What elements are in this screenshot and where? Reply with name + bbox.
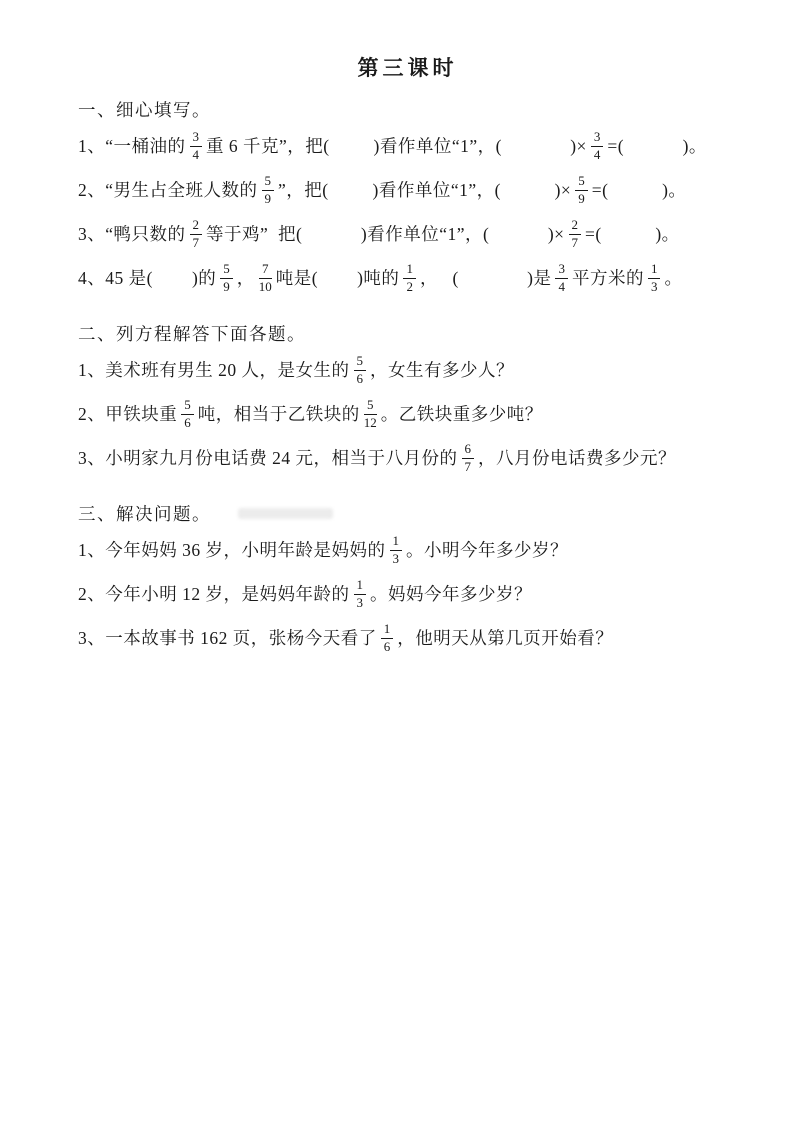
section-heading: 二、列方程解答下面各题。 (78, 323, 306, 344)
fraction-numerator: 5 (262, 174, 275, 191)
line-text: 1、美术班有男生 20 人，是女生的 (78, 359, 350, 380)
line-text: ”，把( )看作单位“1”，( )× (278, 179, 572, 200)
fraction-numerator: 7 (259, 262, 272, 279)
worksheet-line (78, 436, 737, 480)
fraction (462, 442, 475, 475)
fraction (648, 262, 661, 295)
fraction (569, 218, 582, 251)
worksheet-line (78, 616, 737, 660)
fraction-numerator: 1 (648, 262, 661, 279)
line-text: 。妈妈今年多少岁？ (370, 583, 532, 604)
fraction-denominator: 7 (192, 234, 200, 250)
fraction-denominator: 6 (383, 638, 391, 654)
worksheet-line (78, 168, 737, 212)
line-text: 。 (664, 267, 683, 288)
fraction-numerator: 3 (555, 262, 568, 279)
section-2 (78, 318, 737, 480)
fraction (259, 262, 272, 295)
worksheet-line (78, 124, 737, 168)
fraction-denominator: 12 (363, 414, 377, 430)
section-1 (78, 94, 737, 300)
fraction-numerator: 1 (381, 622, 394, 639)
fraction-denominator: 9 (264, 190, 272, 206)
fraction-denominator: 6 (356, 370, 363, 386)
worksheet-line (78, 572, 737, 616)
fraction (555, 262, 568, 295)
fraction-numerator: 1 (390, 534, 403, 551)
fraction-denominator: 6 (184, 414, 191, 430)
fraction (190, 130, 203, 163)
fraction (190, 218, 203, 251)
line-text: =( )。 (591, 179, 687, 200)
line-text: 2、今年小明 12 岁，是妈妈年龄的 (78, 583, 350, 604)
worksheet-line (78, 348, 737, 392)
line-text: 2、“男生占全班人数的 (78, 179, 258, 200)
fraction (591, 130, 604, 163)
fraction-denominator: 2 (406, 278, 413, 294)
line-text: 4、45 是( )的 (78, 267, 217, 288)
fraction (575, 174, 588, 207)
fraction-numerator: 1 (403, 262, 416, 279)
line-text: 吨是( )吨的 (275, 267, 400, 288)
scan-smudge (238, 508, 333, 519)
line-text: =( )。 (607, 135, 707, 156)
fraction-denominator: 9 (578, 190, 585, 206)
fraction-denominator: 3 (392, 550, 399, 566)
fraction-numerator: 6 (462, 442, 475, 459)
line-text: 。小明今年多少岁？ (406, 539, 568, 560)
fraction-denominator: 9 (223, 278, 230, 294)
section-heading: 三、解决问题。 (78, 503, 211, 524)
fraction-numerator: 3 (591, 130, 604, 147)
fraction (381, 622, 394, 655)
fraction-numerator: 2 (569, 218, 582, 235)
line-text: 1、“一桶油的 (78, 135, 186, 156)
worksheet-line (78, 212, 737, 256)
line-text: 3、一本故事书 162 页，张杨今天看了 (78, 627, 377, 648)
worksheet-line (78, 392, 737, 436)
fraction (220, 262, 233, 295)
line-text: 。乙铁块重多少吨？ (380, 403, 543, 424)
fraction (403, 262, 416, 295)
fraction-denominator: 7 (464, 458, 471, 474)
section-3 (78, 498, 737, 660)
fraction-denominator: 3 (356, 594, 363, 610)
fraction-numerator: 5 (181, 398, 194, 415)
sections-container (78, 94, 737, 660)
line-text: =( )。 (585, 223, 680, 244)
worksheet-line (78, 528, 737, 572)
line-text: 1、今年妈妈 36 岁，小明年龄是妈妈的 (78, 539, 386, 560)
line-text: ，他明天从第几页开始看？ (397, 627, 614, 648)
line-text: 等于鸡” 把( )看作单位“1”，( )× (206, 223, 565, 244)
fraction-numerator: 5 (364, 398, 377, 415)
line-text: 平方米的 (571, 267, 644, 288)
line-text: 3、小明家九月份电话费 24 元，相当于八月份的 (78, 447, 458, 468)
fraction (390, 534, 403, 567)
fraction-numerator: 2 (190, 218, 203, 235)
fraction-denominator: 4 (593, 146, 601, 162)
fraction-numerator: 5 (354, 354, 367, 371)
line-text: 吨，相当于乙铁块的 (197, 403, 360, 424)
line-text: 重 6 千克”，把( )看作单位“1”，( )× (206, 135, 587, 156)
line-text: ， ( )是 (419, 267, 552, 288)
fraction-denominator: 7 (571, 234, 579, 250)
fraction-numerator: 5 (575, 174, 588, 191)
page-title: 第三课时 (357, 56, 458, 80)
line-text: 2、甲铁块重 (78, 403, 178, 424)
fraction (354, 354, 367, 387)
fraction-denominator: 4 (192, 146, 200, 162)
line-text: ，八月份电话费多少元？ (478, 447, 676, 468)
line-text: ， (236, 267, 255, 288)
section-heading: 一、细心填写。 (78, 99, 211, 120)
fraction-denominator: 3 (650, 278, 658, 294)
fraction (354, 578, 367, 611)
line-text: 3、“鸭只数的 (78, 223, 186, 244)
fraction-denominator: 4 (558, 278, 565, 294)
worksheet-line (78, 256, 737, 300)
fraction-numerator: 1 (354, 578, 367, 595)
fraction-numerator: 3 (190, 130, 203, 147)
line-text: ，女生有多少人？ (370, 359, 514, 380)
fraction-denominator: 10 (258, 278, 272, 294)
fraction (181, 398, 194, 431)
fraction (364, 398, 377, 431)
fraction-numerator: 5 (220, 262, 233, 279)
fraction (262, 174, 275, 207)
